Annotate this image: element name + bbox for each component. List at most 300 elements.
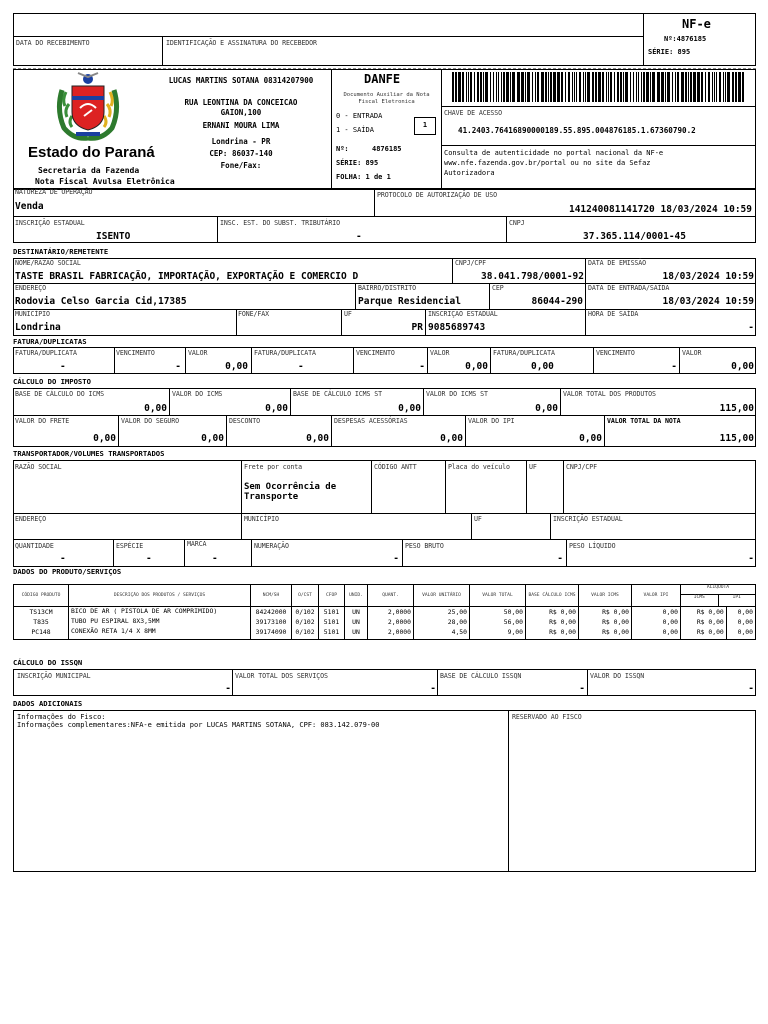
barcode-bar <box>565 72 566 102</box>
th-unid: UNID. <box>345 585 368 607</box>
barcode-bar <box>623 72 624 102</box>
danfe-folha: 1 de 1 <box>365 173 391 181</box>
dest-fone-label: FONE/FAX <box>238 310 269 318</box>
despesas-valor: 0,00 <box>440 433 463 444</box>
barcode-bar <box>583 72 584 102</box>
th-unitario: VALOR UNITÁRIO <box>414 585 470 607</box>
v-icms: 0,00 <box>265 403 288 414</box>
barcode-bar <box>738 72 741 102</box>
frete-conta-2: Transporte <box>244 492 299 502</box>
tipo-entrada: 0 - ENTRADA <box>336 112 383 120</box>
fat2-label: FATURA/DUPLICATA <box>254 349 316 357</box>
v-issqn-valor: - <box>748 683 754 694</box>
barcode-bar <box>638 72 639 102</box>
barcode-bar <box>650 72 651 102</box>
seguro-valor: 0,00 <box>201 433 224 444</box>
barcode-bar <box>537 72 539 102</box>
barcode-bar <box>643 72 645 102</box>
produto-ncm: 39174090 <box>251 627 292 637</box>
produto-cst: 0/102 <box>292 617 319 627</box>
dest-ie-label: INSCRIÇÃO ESTADUAL <box>428 310 498 318</box>
danfe-numero-label: Nº: <box>336 145 349 153</box>
transp-municipio-label: MUNICÍPIO <box>244 515 279 523</box>
transp-uf2-label: UF <box>474 515 482 523</box>
produto-unid: UN <box>345 627 368 637</box>
aliquota-ipi: IPI <box>732 595 741 600</box>
barcode-bar <box>685 72 687 102</box>
th-quant: QUANT. <box>368 585 414 607</box>
dest-bairro: Parque Residencial <box>358 296 461 307</box>
th-aliquota <box>681 585 756 607</box>
nfe-title: NF-e <box>682 17 711 31</box>
produtos-section: DADOS DO PRODUTO/SERVIÇOS <box>13 567 122 576</box>
barcode-bar <box>579 72 581 102</box>
barcode-bar <box>646 72 649 102</box>
produto-row <box>14 627 756 637</box>
dest-cnpj-label: CNPJ/CPF <box>455 259 486 267</box>
barcode-bar <box>705 72 706 102</box>
barcode-bar <box>719 72 721 102</box>
chave-acesso: 41.2403.76416890000189.55.895.004876185.1.67360790.2 <box>458 126 696 135</box>
dest-hora-label: HORA DE SAÍDA <box>588 310 639 318</box>
barcode-bar <box>667 72 670 102</box>
barcode-bar <box>480 72 482 102</box>
barcode-bar <box>716 72 717 102</box>
produto-v-icms: R$ 0,00 <box>579 617 632 627</box>
barcode-bar <box>466 72 467 102</box>
venc1-valor: - <box>175 361 181 372</box>
barcode-bar <box>470 72 472 102</box>
emitente-nome: LUCAS MARTINS SOTANA 08314207900 <box>168 76 314 85</box>
barcode-bar <box>545 72 547 102</box>
consulta-linha2: www.nfe.fazenda.gov.br/portal ou no site da Sefaz <box>444 159 651 167</box>
barcode-bar <box>485 72 488 102</box>
v-prod-label: VALOR TOTAL DOS PRODUTOS <box>563 390 656 398</box>
produto-descricao: BICO DE AR ( PISTOLA DE AR COMPRIMIDO) <box>69 607 251 618</box>
produto-unitario: 28,00 <box>414 617 470 627</box>
dest-hora: - <box>748 322 754 333</box>
dest-ie: 9085689743 <box>428 322 486 333</box>
produto-aliq-ipi: 0,00 <box>726 617 755 627</box>
barcode-bar <box>574 72 575 102</box>
aliquota-label: ALÍQUOTA <box>681 585 755 595</box>
barcode-bar <box>725 72 726 102</box>
emitente-fone: Fone/Fax: <box>220 161 262 170</box>
barcode-bar <box>521 72 524 102</box>
produto-cst: 0/102 <box>292 627 319 637</box>
barcode-bar <box>503 72 505 102</box>
barcode-bar <box>732 72 734 102</box>
barcode-bar <box>630 72 631 102</box>
produto-bc-icms: R$ 0,00 <box>526 627 579 637</box>
transp-endereco-label: ENDEREÇO <box>15 515 46 523</box>
barcode-bar <box>477 72 479 102</box>
venc2-valor: - <box>419 361 425 372</box>
barcode-bar <box>455 72 457 102</box>
produto-v-icms: R$ 0,00 <box>579 627 632 637</box>
barcode-bar <box>510 72 511 102</box>
dest-nome-label: NOME/RAZÃO SOCIAL <box>15 259 81 267</box>
canhoto-serie-label: SÉRIE: <box>648 48 674 56</box>
barcode-bar <box>688 72 689 102</box>
im-valor: - <box>225 683 231 694</box>
produto-unid: UN <box>345 607 368 618</box>
frete-conta-label: Frete por conta <box>244 463 303 471</box>
im-label: INSCRIÇÃO MUNICIPAL <box>17 672 91 680</box>
liquido-valor: - <box>748 553 754 564</box>
barcode-bar <box>568 72 570 102</box>
emitente-bairro: ERNANI MOURA LIMA <box>202 121 280 130</box>
produtos-table <box>13 584 756 640</box>
bc-st-label: BASE DE CÁLCULO ICMS ST <box>293 390 383 398</box>
cnpj-label: CNPJ <box>509 219 525 227</box>
antt-label: CÓDIGO ANTT <box>374 463 417 471</box>
produto-bc-icms: R$ 0,00 <box>526 617 579 627</box>
barcode-bar <box>665 72 666 102</box>
bc-st: 0,00 <box>398 403 421 414</box>
imposto-section: CÁLCULO DO IMPOSTO <box>13 377 91 386</box>
valor1-label: VALOR <box>188 349 208 357</box>
v-issqn-label: VALOR DO ISSQN <box>590 672 645 680</box>
produto-quant: 2,0000 <box>368 617 414 627</box>
th-cst: O/CST <box>292 585 319 607</box>
barcode-bar <box>636 72 637 102</box>
qtd-label: QUANTIDADE <box>15 542 54 550</box>
barcode-bar <box>708 72 710 102</box>
barcode-bar <box>617 72 619 102</box>
consulta-linha1: Consulta de autenticidade no portal nacional da NF-e <box>444 149 664 157</box>
produto-spacer <box>14 637 756 640</box>
info-fisco: Informações do Fisco: <box>17 713 106 721</box>
produto-cfop: 5101 <box>319 617 345 627</box>
ipi-label: VALOR DO IPI <box>468 417 515 425</box>
produto-row <box>14 617 756 627</box>
barcode-bar <box>535 72 536 102</box>
barcode-bar <box>483 72 484 102</box>
adicionais-section: DADOS ADICIONAIS <box>13 699 83 708</box>
desconto-valor: 0,00 <box>306 433 329 444</box>
total-nota: 115,00 <box>719 433 754 444</box>
barcode-bar <box>595 72 597 102</box>
th-cfop: CFOP <box>319 585 345 607</box>
qtd-valor: - <box>60 553 66 564</box>
valor2-label: VALOR <box>430 349 450 357</box>
placa-label: Placa do veículo <box>448 463 510 471</box>
barcode-bar <box>541 72 544 102</box>
servicos-label: VALOR TOTAL DOS SERVIÇOS <box>235 672 328 680</box>
barcode-bar <box>661 72 664 102</box>
especie-valor: - <box>146 553 152 564</box>
produto-cst: 0/102 <box>292 607 319 618</box>
transp-razao-label: RAZÃO SOCIAL <box>15 463 62 471</box>
bc-issqn-valor: - <box>579 683 585 694</box>
th-codigo: CÓDIGO PRODUTO <box>14 585 69 607</box>
bc-icms: 0,00 <box>144 403 167 414</box>
produto-row <box>14 607 756 618</box>
venc3-label: VENCIMENTO <box>596 349 635 357</box>
produto-aliq-ipi: 0,00 <box>726 607 755 618</box>
danfe-subtitle2: Fiscal Eletronica <box>358 99 415 105</box>
dest-municipio: Londrina <box>15 322 61 333</box>
barcode-bar <box>490 72 491 102</box>
th-v-ipi: VALOR IPI <box>632 585 681 607</box>
barcode-bar <box>496 72 497 102</box>
tipo-saida: 1 - SAÍDA <box>336 126 374 134</box>
dest-entrada: 18/03/2024 10:59 <box>662 296 754 307</box>
barcode-bar <box>652 72 655 102</box>
barcode-bar <box>462 72 464 102</box>
barcode-bar <box>677 72 679 102</box>
barcode-bar <box>532 72 533 102</box>
barcode-bar <box>557 72 560 102</box>
produto-quant: 2,0000 <box>368 627 414 637</box>
tipo-valor: 1 <box>422 121 428 129</box>
barcode-bar <box>608 72 609 102</box>
ie-st-valor: - <box>356 231 362 242</box>
valor3-valor: 0,00 <box>731 361 754 372</box>
canhoto-numero: 4876185 <box>676 35 707 43</box>
danfe-numero: 4876185 <box>372 145 402 153</box>
v-st: 0,00 <box>535 403 558 414</box>
v-icms-label: VALOR DO ICMS <box>172 390 223 398</box>
produto-total: 56,00 <box>470 617 526 627</box>
frete-conta-1: Sem Ocorrência de <box>244 482 337 492</box>
ie-label: INSCRIÇÃO ESTADUAL <box>15 219 85 227</box>
barcode <box>452 72 748 102</box>
desconto-label: DESCONTO <box>229 417 260 425</box>
th-v-icms: VALOR ICMS <box>579 585 632 607</box>
barcode-bar <box>592 72 594 102</box>
produto-cfop: 5101 <box>319 607 345 618</box>
emitente-endereco2: GAION,100 <box>220 108 262 117</box>
v-prod: 115,00 <box>719 403 754 414</box>
barcode-bar <box>458 72 461 102</box>
barcode-bar <box>572 72 573 102</box>
barcode-bar <box>693 72 696 102</box>
barcode-bar <box>727 72 730 102</box>
cnpj-valor: 37.365.114/0001-45 <box>583 231 686 242</box>
produto-aliq-icms: R$ 0,00 <box>681 617 727 627</box>
barcode-bar <box>548 72 549 102</box>
barcode-bar <box>474 72 475 102</box>
produto-unid: UN <box>345 617 368 627</box>
dest-cnpj: 38.041.798/0001-92 <box>481 271 584 282</box>
barcode-bar <box>681 72 684 102</box>
frete-label: VALOR DO FRETE <box>15 417 70 425</box>
data-recebimento-label: DATA DO RECEBIMENTO <box>16 39 90 47</box>
produto-aliq-icms: R$ 0,00 <box>681 627 727 637</box>
destinatario-section: DESTINATÁRIO/REMETENTE <box>13 247 109 256</box>
danfe-serie: 895 <box>365 159 379 167</box>
produto-v-ipi: 0,00 <box>632 607 681 618</box>
barcode-bar <box>723 72 724 102</box>
produto-unitario: 25,00 <box>414 607 470 618</box>
barcode-bar <box>701 72 703 102</box>
barcode-bar <box>550 72 552 102</box>
emitente-cep: CEP: 86037-140 <box>209 149 273 158</box>
assinatura-label: IDENTIFICAÇÃO E ASSINATURA DO RECEBEDOR <box>166 39 317 47</box>
produto-cfop: 5101 <box>319 627 345 637</box>
produto-bc-icms: R$ 0,00 <box>526 607 579 618</box>
produto-total: 9,00 <box>470 627 526 637</box>
estado-title: Estado do Paraná <box>28 144 155 161</box>
dest-cep-label: CEP <box>492 284 504 292</box>
produto-v-ipi: 0,00 <box>632 627 681 637</box>
produto-aliq-icms: R$ 0,00 <box>681 607 727 618</box>
fat3-valor: 0,00 <box>531 361 554 372</box>
bruto-label: PESO BRUTO <box>405 542 444 550</box>
servicos-valor: - <box>430 683 436 694</box>
barcode-bar <box>576 72 577 102</box>
barcode-bar <box>690 72 692 102</box>
barcode-bar <box>527 72 530 102</box>
barcode-bar <box>714 72 715 102</box>
parana-coat-of-arms <box>50 70 126 144</box>
valor2-valor: 0,00 <box>465 361 488 372</box>
numeracao-valor: - <box>393 553 399 564</box>
barcode-bar <box>610 72 612 102</box>
barcode-bar <box>585 72 586 102</box>
total-nota-label: VALOR TOTAL DA NOTA <box>607 417 681 425</box>
marca-valor: - <box>212 553 218 564</box>
dest-bairro-label: BAIRRO/DISTRITO <box>358 284 417 292</box>
issqn-section: CÁLCULO DO ISSQN <box>13 658 83 667</box>
venc3-valor: - <box>671 361 677 372</box>
barcode-bar <box>657 72 660 102</box>
barcode-bar <box>697 72 700 102</box>
dest-nome: TASTE BRASIL FABRICAÇÃO, IMPORTAÇÃO, EXPORTAÇÃO E COMERCIO D <box>15 271 359 282</box>
produto-ncm: 39173100 <box>251 617 292 627</box>
transp-uf-label: UF <box>529 463 537 471</box>
produto-codigo: T835 <box>14 617 69 627</box>
venc1-label: VENCIMENTO <box>116 349 155 357</box>
reservado-fisco-label: RESERVADO AO FISCO <box>512 713 582 721</box>
barcode-bar <box>742 72 744 102</box>
barcode-bar <box>525 72 526 102</box>
danfe-folha-label: FOLHA: <box>336 173 362 181</box>
emitente-endereco1: RUA LEONTINA DA CONCEICAO <box>184 98 298 107</box>
dest-uf: PR <box>411 322 423 333</box>
th-total: VALOR TOTAL <box>470 585 526 607</box>
chave-label: CHAVE DE ACESSO <box>444 109 503 117</box>
produto-descricao: CONEXÃO RETA 1/4 X 8MM <box>69 627 251 637</box>
barcode-bar <box>641 72 642 102</box>
dest-endereco: Rodovia Celso Garcia Cid,17385 <box>15 296 187 307</box>
barcode-bar <box>553 72 556 102</box>
natureza-valor: Venda <box>15 201 44 212</box>
fat2-valor: - <box>298 361 304 372</box>
produto-codigo: PC148 <box>14 627 69 637</box>
produto-v-icms: R$ 0,00 <box>579 607 632 618</box>
produto-descricao: TUBO PU ESPIRAL 8X3,5MM <box>69 617 251 627</box>
bc-issqn-label: BASE DE CÁLCULO ISSQN <box>440 672 522 680</box>
barcode-bar <box>602 72 604 102</box>
ie-st-label: INSC. EST. DO SUBST. TRIBUTÁRIO <box>220 219 340 227</box>
produto-aliq-ipi: 0,00 <box>726 627 755 637</box>
barcode-bar <box>493 72 494 102</box>
barcode-bar <box>501 72 502 102</box>
natureza-label: NATUREZA DE OPERAÇÃO <box>15 188 93 196</box>
barcode-bar <box>587 72 590 102</box>
venc2-label: VENCIMENTO <box>356 349 395 357</box>
barcode-bar <box>672 72 673 102</box>
barcode-bar <box>620 72 622 102</box>
numeracao-label: NUMERAÇÃO <box>254 542 289 550</box>
valor3-label: VALOR <box>682 349 702 357</box>
barcode-bar <box>561 72 563 102</box>
danfe-title: DANFE <box>364 72 401 86</box>
canhoto-serie: 895 <box>677 48 691 56</box>
dest-emissao: 18/03/2024 10:59 <box>662 271 754 282</box>
protocolo-label: PROTOCOLO DE AUTORIZAÇÃO DE USO <box>377 191 497 199</box>
secretaria: Secretaria da Fazenda <box>38 166 140 175</box>
th-ncm: NCM/SH <box>251 585 292 607</box>
produto-unitario: 4,50 <box>414 627 470 637</box>
dest-uf-label: UF <box>344 310 352 318</box>
especie-label: ESPÉCIE <box>116 542 144 550</box>
consulta-linha3: Autorizadora <box>444 169 495 177</box>
fat3-label: FATURA/DUPLICATA <box>493 349 555 357</box>
bruto-valor: - <box>557 553 563 564</box>
barcode-bar <box>598 72 601 102</box>
barcode-bar <box>675 72 676 102</box>
barcode-bar <box>735 72 737 102</box>
dest-entrada-label: DATA DE ENTRADA/SAÍDA <box>588 284 670 292</box>
dest-endereco-label: ENDEREÇO <box>15 284 46 292</box>
seguro-label: VALOR DO SEGURO <box>121 417 180 425</box>
marca-label: MARCA <box>187 540 207 548</box>
th-bc-icms: BASE CÁLCULO ICMS <box>526 585 579 607</box>
dest-emissao-label: DATA DE EMISSÃO <box>588 259 647 267</box>
emitente-cidade: Londrina - PR <box>211 137 271 146</box>
danfe-subtitle1: Documento Auxiliar da Nota <box>343 92 430 98</box>
barcode-bar <box>712 72 713 102</box>
info-complementares: Informações complementares:NFA-e emitida por LUCAS MARTINS SOTANA, CPF: 083.142.079-00 <box>17 721 380 729</box>
barcode-bar <box>512 72 515 102</box>
dest-cep: 86044-290 <box>531 296 583 307</box>
dest-municipio-label: MUNICÍPIO <box>15 310 50 318</box>
fat1-label: FATURA/DUPLICATA <box>15 349 77 357</box>
valor1-valor: 0,00 <box>225 361 248 372</box>
produto-codigo: TS13CM <box>14 607 69 618</box>
barcode-bar <box>452 72 454 102</box>
th-descricao: DESCRIÇÃO DOS PRODUTOS / SERVIÇOS <box>69 585 251 607</box>
barcode-bar <box>614 72 615 102</box>
transp-cnpj-label: CNPJ/CPF <box>566 463 597 471</box>
danfe-serie-label: SÉRIE: <box>336 159 362 167</box>
barcode-bar <box>468 72 469 102</box>
aliquota-icms: ICMS <box>681 595 719 606</box>
barcode-bar <box>625 72 628 102</box>
liquido-label: PESO LÍQUIDO <box>569 542 616 550</box>
protocolo-valor: 141240081141720 18/03/2024 10:59 <box>568 204 752 215</box>
nota-avulsa: Nota Fiscal Avulsa Eletrônica <box>35 177 175 186</box>
transporte-section: TRANSPORTADOR/VOLUMES TRANSPORTADOS <box>13 449 165 458</box>
barcode-bar <box>606 72 607 102</box>
fat1-valor: - <box>60 361 66 372</box>
canhoto-numero-label: Nº: <box>664 35 677 43</box>
transp-ie-label: INSCRIÇÃO ESTADUAL <box>553 515 623 523</box>
canhoto <box>13 13 756 66</box>
barcode-bar <box>517 72 520 102</box>
ipi-valor: 0,00 <box>579 433 602 444</box>
barcode-bar <box>498 72 499 102</box>
produto-v-ipi: 0,00 <box>632 617 681 627</box>
bc-icms-label: BASE DE CÁLCULO DO ICMS <box>15 390 105 398</box>
barcode-bar <box>506 72 509 102</box>
produto-quant: 2,0000 <box>368 607 414 618</box>
barcode-bar <box>633 72 634 102</box>
